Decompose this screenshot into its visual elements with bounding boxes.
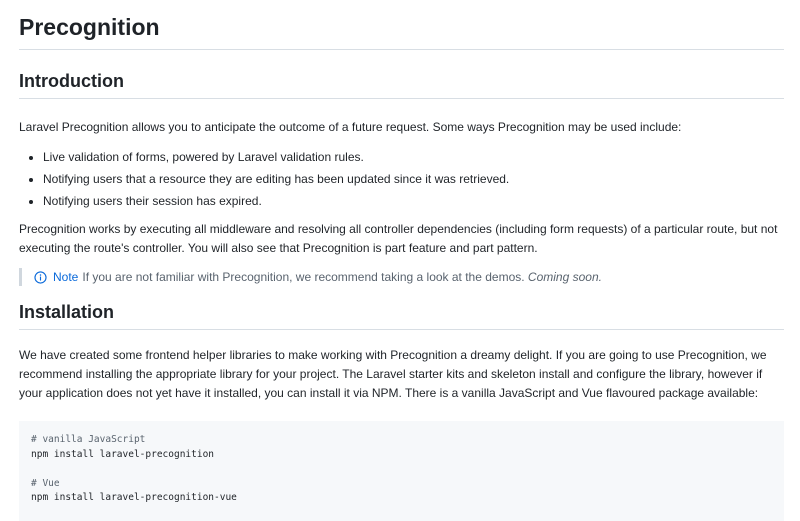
- note-title: [34, 268, 78, 286]
- note-emphasis: Coming soon.: [527, 270, 602, 284]
- code-comment: # Vue: [31, 477, 60, 489]
- note-callout: [19, 268, 784, 286]
- page-title: Precognition: [19, 0, 784, 50]
- precognition-works-paragraph: Precognition works by executing all middleware and resolving all controller dependencies (including form requests) of a particular route, but not executing the route's controller. You will also see that Precognition is part feature and part pattern.: [19, 222, 778, 255]
- code-command: npm install laravel-precognition: [31, 448, 215, 460]
- code-command: npm install laravel-precognition-vue: [31, 492, 237, 503]
- introduction-paragraph: Laravel Precognition allows you to anticipate the outcome of a future request. Some ways Precognition may be used include:: [19, 120, 682, 134]
- use-case-list: [19, 148, 784, 210]
- installation-heading: Installation: [19, 301, 784, 330]
- list-item: • Notifying users that a resource they are editing has been updated since it was retrieved.: [43, 170, 784, 188]
- info-icon: [34, 271, 47, 284]
- code-block: [19, 421, 784, 521]
- introduction-heading: Introduction: [19, 70, 784, 99]
- installation-paragraph: We have created some frontend helper libraries to make working with Precognition a dreamy delight. If you are going to use Precognition, we recommend installing the appropriate library for your project. The Laravel starter kits and skeleton install and configure the library, however if your application does not yet have it installed, you can install it via NPM. There is a vanilla JavaScript and Vue flavoured package available:: [19, 348, 767, 400]
- code-comment: # vanilla JavaScript: [31, 434, 146, 445]
- note-text: If you are not familiar with Precognition, we recommend taking a look at the demos. Coming soon.: [82, 270, 602, 284]
- list-item: • Notifying users their session has expired.: [43, 192, 784, 210]
- note-label: Note: [53, 270, 79, 284]
- list-item: • Live validation of forms, powered by Laravel validation rules.: [43, 148, 784, 166]
